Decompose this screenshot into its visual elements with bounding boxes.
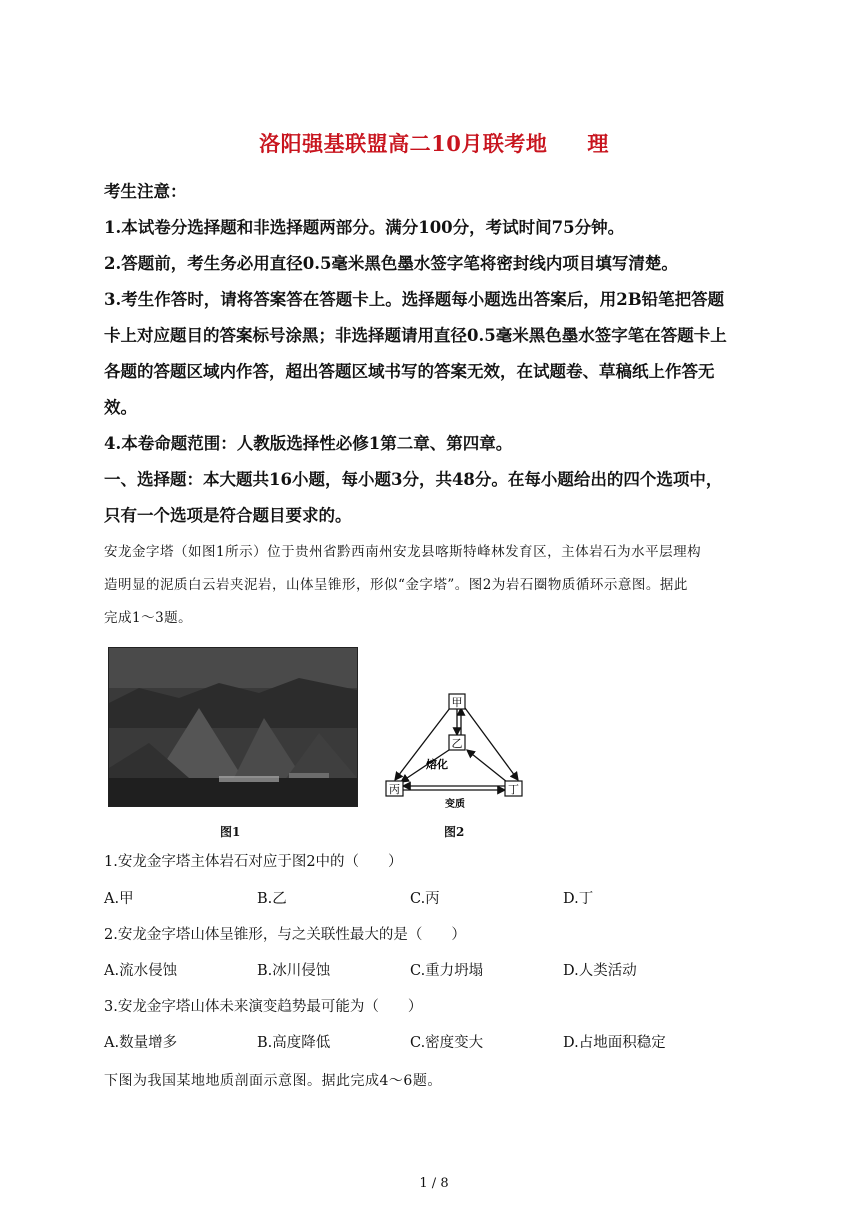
question-2-option-d: D.人类活动 bbox=[563, 963, 637, 979]
notice-item-2: 2.答题前，考生务必用直径0.5毫米黑色墨水签字笔将密封线内项目填写清楚。 bbox=[104, 254, 678, 273]
title-main: 洛阳强基联盟高二10月联考地 bbox=[259, 131, 548, 156]
question-2-option-b: B.冰川侵蚀 bbox=[257, 963, 331, 979]
question-3-option-c: C.密度变大 bbox=[410, 1035, 484, 1051]
figure-2-caption: 图2 bbox=[444, 825, 465, 839]
figure-1-caption: 图1 bbox=[220, 825, 241, 839]
passage-line-3: 完成1～3题。 bbox=[104, 610, 193, 626]
question-2-stem: 2.安龙金字塔山体呈锥形，与之关联性最大的是（ ） bbox=[104, 927, 466, 943]
notice-item-3-line-2: 卡上对应题目的答案标号涂黑；非选择题请用直径0.5毫米黑色墨水签字笔在答题卡上 bbox=[104, 326, 727, 345]
notice-item-4: 4.本卷命题范围：人教版选择性必修1第二章、第四章。 bbox=[104, 434, 513, 453]
node-top-label: 甲 bbox=[451, 696, 463, 709]
notice-item-3-line-4: 效。 bbox=[104, 398, 137, 417]
question-1-option-d: D.丁 bbox=[563, 891, 594, 907]
question-2-option-a: A.流水侵蚀 bbox=[104, 963, 178, 979]
page-title bbox=[0, 128, 868, 158]
question-1-stem: 1.安龙金字塔主体岩石对应于图2中的（ ） bbox=[104, 854, 403, 870]
passage-line-1: 安龙金字塔（如图1所示）位于贵州省黔西南州安龙县喀斯特峰林发育区，主体岩石为水平层理构 bbox=[104, 544, 702, 560]
notice-item-3-line-3: 各题的答题区域内作答，超出答题区域书写的答案无效，在试题卷、草稿纸上作答无 bbox=[104, 362, 715, 381]
title-suffix: 理 bbox=[587, 131, 609, 156]
section-heading-line-2: 只有一个选项是符合题目要求的。 bbox=[104, 506, 352, 525]
question-3-stem: 3.安龙金字塔山体未来演变趋势最可能为（ ） bbox=[104, 999, 423, 1015]
node-left-label: 丙 bbox=[389, 783, 400, 796]
metamorphism-label: 变质 bbox=[445, 799, 465, 810]
section-heading-line-1: 一、选择题：本大题共16小题，每小题3分，共48分。在每小题给出的四个选项中， bbox=[104, 470, 723, 489]
page-number: 1 / 8 bbox=[419, 1176, 449, 1191]
notice-heading: 考生注意： bbox=[104, 182, 187, 201]
pyramid-photo bbox=[108, 647, 358, 807]
question-3-option-d: D.占地面积稳定 bbox=[563, 1035, 666, 1051]
question-1-option-a: A.甲 bbox=[104, 891, 134, 907]
notice-item-1: 1.本试卷分选择题和非选择题两部分。满分100分，考试时间75分钟。 bbox=[104, 218, 625, 237]
question-1-option-b: B.乙 bbox=[257, 891, 287, 907]
question-1-option-c: C.丙 bbox=[410, 891, 440, 907]
question-3-option-b: B.高度降低 bbox=[257, 1035, 331, 1051]
notice-item-3-line-1: 3.考生作答时，请将答案答在答题卡上。选择题每小题选出答案后，用2B铅笔把答题 bbox=[104, 290, 725, 309]
melt-label: 熔化 bbox=[426, 758, 448, 771]
question-3-option-a: A.数量增多 bbox=[104, 1035, 178, 1051]
passage-line-2: 造明显的泥质白云岩夹泥岩，山体呈锥形，形似“金字塔”。图2为岩石圈物质循环示意图。据此 bbox=[104, 577, 688, 593]
rock-cycle-diagram bbox=[375, 690, 535, 814]
node-center-label: 乙 bbox=[451, 737, 463, 750]
pyramid-photo-art bbox=[109, 648, 357, 806]
rock-cycle-svg bbox=[375, 690, 535, 814]
node-right-label: 丁 bbox=[508, 783, 519, 796]
question-2-option-c: C.重力坍塌 bbox=[410, 963, 484, 979]
next-passage-intro: 下图为我国某地地质剖面示意图。据此完成4～6题。 bbox=[104, 1073, 442, 1089]
